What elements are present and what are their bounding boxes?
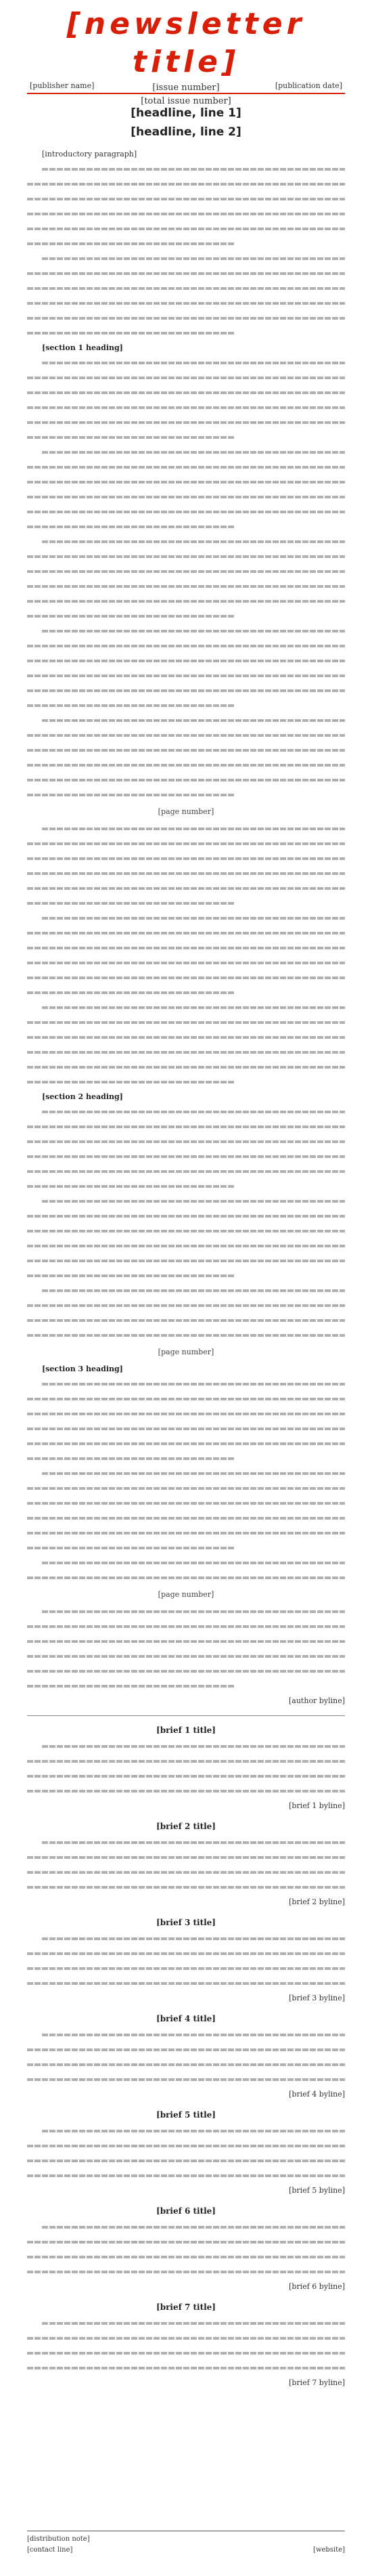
text-line-bar: [42, 2322, 345, 2325]
text-line-placeholder: [27, 2250, 345, 2264]
text-line-placeholder: [27, 1511, 345, 1526]
page-number-2: [page number]: [158, 1348, 214, 1356]
total-issue-number: [total issue number]: [141, 96, 231, 106]
text-line-bar: [27, 183, 345, 186]
text-line-placeholder: [27, 1754, 345, 1769]
text-line-placeholder: [27, 1045, 345, 1060]
text-line-bar: [27, 962, 345, 964]
text-line-placeholder: [27, 1466, 345, 1481]
text-line-bar: [27, 287, 345, 290]
text-line-placeholder: [27, 2139, 345, 2153]
text-line-bar: [27, 887, 345, 890]
text-line-placeholder: [27, 236, 345, 251]
text-line-placeholder: [27, 1030, 345, 1045]
text-line-placeholder: [27, 698, 345, 713]
text-line-placeholder: [27, 896, 345, 911]
text-line-placeholder: [27, 2264, 345, 2279]
text-line-bar: [42, 1472, 345, 1475]
news-briefs: [27, 1723, 345, 2390]
brief-title: [brief 7 title]: [156, 2302, 216, 2312]
text-line-bar: [27, 1260, 345, 1262]
text-line-bar: [27, 421, 345, 424]
text-line-placeholder: [27, 1451, 345, 1466]
text-line-placeholder: [27, 1739, 345, 1754]
text-line-bar: [27, 1051, 345, 1054]
text-line-placeholder: [27, 639, 345, 653]
footer-contact-row: [27, 2545, 345, 2556]
text-line-bar: [27, 1036, 345, 1039]
text-line-placeholder: [27, 1850, 345, 1865]
brief-title: [brief 5 title]: [156, 2110, 216, 2120]
text-line-placeholder: [27, 400, 345, 415]
text-line-bar: [42, 540, 345, 543]
text-line-placeholder: [27, 1104, 345, 1119]
text-line-placeholder: [27, 1407, 345, 1421]
text-line-bar: [42, 2226, 345, 2229]
text-line-placeholder: [27, 926, 345, 941]
text-line-bar: [27, 1066, 345, 1069]
text-line-bar: [42, 1289, 345, 1292]
text-line-bar: [27, 525, 234, 528]
text-line-placeholder: [27, 2072, 345, 2087]
text-line-bar: [27, 1487, 345, 1490]
text-line-placeholder: [27, 1649, 345, 1664]
text-line-placeholder: [27, 2220, 345, 2235]
text-line-placeholder: [27, 564, 345, 579]
text-line-placeholder: [27, 1664, 345, 1679]
text-line-placeholder: [27, 281, 345, 296]
news-brief: [27, 2107, 345, 2198]
text-line-bar: [27, 2048, 345, 2051]
text-line-placeholder: [27, 1224, 345, 1239]
text-line-bar: [42, 1745, 345, 1748]
text-line-placeholder: [27, 1421, 345, 1436]
text-line-bar: [27, 317, 345, 320]
text-line-bar: [27, 857, 345, 860]
brief-byline: [brief 6 byline]: [289, 2282, 345, 2291]
text-line-bar: [42, 1006, 345, 1009]
text-line-bar: [27, 272, 345, 275]
headline-line-2: [headline, line 2]: [131, 125, 241, 139]
text-line-placeholder: [27, 743, 345, 758]
text-line-placeholder: [27, 985, 345, 1000]
website: [website]: [313, 2546, 345, 2554]
text-line-bar: [27, 1886, 345, 1889]
text-line-placeholder: [27, 1931, 345, 1946]
page-number-1: [page number]: [158, 807, 214, 816]
text-line-bar: [27, 1185, 234, 1188]
text-line-placeholder: [27, 1679, 345, 1694]
text-line-placeholder: [27, 579, 345, 594]
text-line-placeholder: [27, 836, 345, 851]
text-line-bar: [27, 555, 345, 558]
text-line-placeholder: [27, 1865, 345, 1880]
text-line-placeholder: [27, 2331, 345, 2346]
text-line-placeholder: [27, 266, 345, 281]
text-line-placeholder: [27, 2057, 345, 2072]
text-line-bar: [27, 1215, 345, 1218]
text-line-bar: [27, 198, 345, 200]
text-line-bar: [42, 257, 345, 260]
text-line-bar: [27, 1140, 345, 1143]
text-line-bar: [27, 645, 345, 647]
text-line-placeholder: [27, 1961, 345, 1976]
text-line-bar: [27, 1967, 345, 1970]
text-line-placeholder: [27, 1268, 345, 1283]
text-line-placeholder: [27, 1119, 345, 1134]
text-line-bar: [27, 466, 345, 469]
text-line-placeholder: [27, 1377, 345, 1392]
text-line-placeholder: [27, 296, 345, 311]
text-line-bar: [27, 585, 345, 588]
brief-title: [brief 1 title]: [156, 1725, 216, 1735]
text-line-placeholder: [27, 1075, 345, 1090]
text-line-placeholder: [27, 1481, 345, 1496]
publication-date: [publication date]: [275, 81, 342, 90]
article-byline: [author byline]: [289, 1696, 345, 1705]
news-brief: [27, 1723, 345, 1813]
section-heading-3: [section 3 heading]: [42, 1365, 123, 1373]
text-line-placeholder: [27, 534, 345, 549]
brief-byline: [brief 4 byline]: [289, 2090, 345, 2099]
text-line-bar: [27, 2241, 345, 2244]
news-brief: [27, 2011, 345, 2102]
text-line-placeholder: [27, 851, 345, 866]
text-line-placeholder: [27, 821, 345, 836]
text-line-placeholder: [27, 311, 345, 326]
text-line-placeholder: [27, 1436, 345, 1451]
brief-byline: [brief 2 byline]: [289, 1897, 345, 1906]
text-line-bar: [27, 391, 345, 394]
text-line-bar: [27, 406, 345, 409]
text-line-bar: [27, 1081, 234, 1083]
text-line-bar: [27, 1640, 345, 1643]
text-line-bar: [27, 1398, 345, 1400]
text-line-placeholder: [27, 1976, 345, 1991]
text-line-bar: [27, 932, 345, 935]
text-line-bar: [27, 1576, 345, 1579]
text-line-bar: [27, 1685, 234, 1688]
text-line-placeholder: [27, 430, 345, 445]
text-line-bar: [42, 2034, 345, 2036]
brief-byline: [brief 5 byline]: [289, 2186, 345, 2195]
text-line-bar: [42, 1200, 345, 1203]
text-line-placeholder: [27, 1555, 345, 1570]
text-line-placeholder: [27, 1946, 345, 1961]
text-line-bar: [27, 842, 345, 845]
text-line-placeholder: [27, 1570, 345, 1585]
text-line-bar: [27, 2078, 345, 2081]
text-line-placeholder: [27, 1000, 345, 1015]
text-line-bar: [27, 570, 345, 573]
text-line-bar: [27, 734, 345, 737]
article-body: [27, 147, 345, 1709]
text-line-bar: [27, 1760, 345, 1763]
text-line-placeholder: [27, 356, 345, 370]
text-line-bar: [27, 242, 234, 245]
text-line-placeholder: [27, 624, 345, 639]
page-footer: [27, 2531, 345, 2556]
text-line-placeholder: [27, 475, 345, 490]
text-line-bar: [27, 1125, 345, 1128]
text-line-bar: [42, 1111, 345, 1113]
text-line-bar: [27, 1625, 345, 1628]
text-line-bar: [27, 2160, 345, 2162]
text-line-placeholder: [27, 370, 345, 385]
text-line-placeholder: [27, 2361, 345, 2376]
text-line-placeholder: [27, 1194, 345, 1209]
text-line-placeholder: [27, 162, 345, 177]
issue-number: [issue number]: [152, 83, 220, 93]
text-line-bar: [42, 719, 345, 722]
section-heading-2: [section 2 heading]: [42, 1092, 123, 1101]
text-line-bar: [27, 1442, 345, 1445]
text-line-placeholder: [27, 1298, 345, 1313]
brief-title: [brief 3 title]: [156, 1918, 216, 1927]
text-line-bar: [27, 660, 345, 662]
text-line-bar: [27, 1274, 234, 1277]
text-line-placeholder: [27, 1149, 345, 1164]
text-line-bar: [27, 1319, 345, 1322]
news-brief: [27, 1915, 345, 2006]
text-line-bar: [27, 902, 234, 905]
text-line-bar: [27, 704, 234, 707]
text-line-bar: [27, 1155, 345, 1158]
text-line-placeholder: [27, 1209, 345, 1224]
text-line-placeholder: [27, 549, 345, 564]
text-line-bar: [27, 2352, 345, 2355]
text-line-bar: [42, 630, 345, 632]
brief-byline: [brief 7 byline]: [289, 2378, 345, 2387]
text-line-placeholder: [27, 505, 345, 519]
text-line-bar: [27, 615, 234, 618]
article-headline: [27, 104, 345, 142]
text-line-placeholder: [27, 1496, 345, 1511]
brief-byline: [brief 3 byline]: [289, 1994, 345, 2002]
text-line-bar: [27, 749, 345, 752]
brief-title: [brief 2 title]: [156, 1822, 216, 1831]
text-line-placeholder: [27, 2153, 345, 2168]
text-line-bar: [27, 1021, 345, 1024]
text-line-bar: [27, 1245, 345, 1247]
text-line-placeholder: [27, 668, 345, 683]
text-line-bar: [27, 1982, 345, 1985]
text-line-placeholder: [27, 1526, 345, 1541]
text-line-placeholder: [27, 1541, 345, 1555]
text-line-bar: [27, 1856, 345, 1859]
text-line-bar: [27, 991, 234, 994]
text-line-placeholder: [27, 866, 345, 881]
text-line-bar: [27, 1457, 234, 1460]
text-line-placeholder: [27, 970, 345, 985]
text-line-placeholder: [27, 2316, 345, 2331]
text-line-bar: [27, 2063, 345, 2066]
text-line-placeholder: [27, 2042, 345, 2057]
text-line-bar: [42, 362, 345, 364]
text-line-placeholder: [27, 415, 345, 430]
text-line-placeholder: [27, 326, 345, 341]
text-line-bar: [27, 689, 345, 692]
text-line-bar: [27, 1304, 345, 1307]
publisher-name: [publisher name]: [30, 81, 95, 90]
text-line-bar: [27, 1871, 345, 1874]
text-line-bar: [42, 1841, 345, 1844]
page-number-3: [page number]: [158, 1590, 214, 1599]
text-line-bar: [27, 511, 345, 513]
text-line-placeholder: [27, 1253, 345, 1268]
text-line-bar: [27, 2337, 345, 2340]
text-line-placeholder: [27, 445, 345, 460]
text-line-placeholder: [27, 221, 345, 236]
text-line-placeholder: [27, 1880, 345, 1895]
news-brief: [27, 2204, 345, 2294]
text-line-bar: [27, 1502, 345, 1505]
text-line-bar: [27, 976, 345, 979]
text-line-bar: [42, 2130, 345, 2132]
text-line-bar: [27, 1427, 345, 1430]
text-line-bar: [27, 1790, 345, 1793]
newsletter-title: [newsletter title]: [66, 7, 306, 79]
text-line-bar: [27, 1230, 345, 1232]
text-line-placeholder: [27, 2346, 345, 2361]
text-line-bar: [27, 2145, 345, 2147]
text-line-placeholder: [27, 1769, 345, 1784]
text-line-bar: [42, 917, 345, 920]
text-line-bar: [42, 451, 345, 454]
text-line-placeholder: [27, 1835, 345, 1850]
text-line-bar: [27, 213, 345, 215]
text-line-bar: [27, 436, 234, 439]
contact-line: [contact line]: [27, 2546, 73, 2554]
news-brief: [27, 2300, 345, 2390]
text-line-bar: [27, 302, 345, 305]
text-line-placeholder: [27, 881, 345, 896]
text-line-placeholder: [27, 177, 345, 192]
text-line-placeholder: [27, 773, 345, 788]
text-line-bar: [27, 1655, 345, 1658]
text-line-bar: [27, 779, 345, 781]
text-line-placeholder: [27, 609, 345, 624]
text-line-bar: [27, 1775, 345, 1778]
text-line-placeholder: [27, 683, 345, 698]
text-line-placeholder: [27, 1060, 345, 1075]
text-line-placeholder: [27, 2168, 345, 2183]
distribution-note: [distribution note]: [27, 2535, 90, 2543]
text-line-placeholder: [27, 1179, 345, 1194]
text-line-bar: [27, 1413, 345, 1415]
text-line-placeholder: [27, 911, 345, 926]
text-line-placeholder: [27, 1134, 345, 1149]
text-line-bar: [27, 2271, 345, 2273]
text-line-placeholder: [27, 2235, 345, 2250]
text-line-placeholder: [27, 460, 345, 475]
text-line-bar: [42, 168, 345, 171]
text-line-placeholder: [27, 758, 345, 773]
text-line-bar: [27, 1517, 345, 1520]
text-line-placeholder: [27, 728, 345, 743]
text-line-bar: [27, 1334, 345, 1337]
text-line-bar: [27, 2256, 345, 2258]
text-line-bar: [27, 947, 345, 949]
text-line-bar: [42, 828, 345, 830]
headline-line-1: [headline, line 1]: [131, 106, 241, 120]
text-line-bar: [27, 872, 345, 875]
text-line-bar: [27, 228, 345, 230]
text-line-placeholder: [27, 941, 345, 956]
text-line-placeholder: [27, 1283, 345, 1298]
article-intro: [introductory paragraph]: [42, 150, 137, 158]
text-line-placeholder: [27, 385, 345, 400]
text-line-bar: [27, 600, 345, 603]
text-line-placeholder: [27, 2124, 345, 2139]
text-line-bar: [42, 1937, 345, 1940]
text-line-bar: [42, 1562, 345, 1564]
text-line-placeholder: [27, 192, 345, 207]
text-line-placeholder: [27, 490, 345, 505]
text-line-bar: [42, 1383, 345, 1386]
text-line-placeholder: [27, 1784, 345, 1799]
text-line-placeholder: [27, 594, 345, 609]
text-line-bar: [27, 1170, 345, 1173]
brief-title: [brief 4 title]: [156, 2014, 216, 2023]
text-line-bar: [27, 332, 234, 335]
text-line-placeholder: [27, 713, 345, 728]
text-line-placeholder: [27, 1634, 345, 1649]
text-line-placeholder: [27, 1164, 345, 1179]
text-line-placeholder: [27, 1239, 345, 1253]
text-line-bar: [27, 764, 345, 767]
text-line-placeholder: [27, 1619, 345, 1634]
news-brief: [27, 1819, 345, 1910]
text-line-bar: [27, 2367, 345, 2369]
text-line-bar: [27, 1547, 234, 1549]
text-line-placeholder: [27, 1328, 345, 1343]
text-line-bar: [27, 481, 345, 484]
text-line-placeholder: [27, 1604, 345, 1619]
brief-title: [brief 6 title]: [156, 2206, 216, 2216]
text-line-placeholder: [27, 519, 345, 534]
section-heading-1: [section 1 heading]: [42, 343, 123, 352]
text-line-placeholder: [27, 207, 345, 221]
text-line-placeholder: [27, 2027, 345, 2042]
text-line-placeholder: [27, 251, 345, 266]
text-line-placeholder: [27, 1313, 345, 1328]
text-line-bar: [27, 1670, 345, 1673]
text-line-bar: [27, 1532, 345, 1534]
text-line-placeholder: [27, 1392, 345, 1407]
section-divider: [27, 1715, 345, 1716]
text-line-bar: [27, 794, 234, 796]
brief-byline: [brief 1 byline]: [289, 1801, 345, 1810]
text-line-bar: [27, 496, 345, 498]
text-line-bar: [27, 1952, 345, 1955]
text-line-bar: [42, 1610, 345, 1613]
text-line-bar: [27, 377, 345, 379]
text-line-placeholder: [27, 788, 345, 802]
text-line-placeholder: [27, 653, 345, 668]
text-line-placeholder: [27, 956, 345, 970]
text-line-bar: [27, 2174, 345, 2177]
text-line-placeholder: [27, 1015, 345, 1030]
text-line-bar: [27, 674, 345, 677]
